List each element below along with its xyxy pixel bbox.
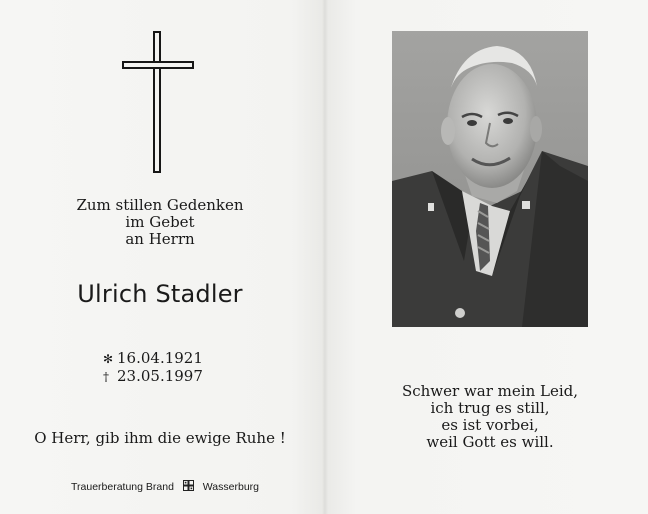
funeral-home-name: Trauerberatung Brand [71,481,174,493]
memorial-intro [60,197,260,248]
death-icon: † [103,370,109,384]
poem-line-2: ich trug es still, [430,399,550,417]
memorial-line-3: an Herrn [125,230,195,248]
birth-icon: ✻ [103,352,114,366]
memorial-line-2: im Gebet [125,213,195,231]
death-date: 23.05.1997 [117,367,203,385]
prayer-text: O Herr, gib ihm die ewige Ruhe ! [34,429,286,447]
poem-line-4: weil Gott es will. [426,433,554,451]
poem [380,383,600,451]
funeral-home-logo-icon [183,480,194,491]
funeral-home-town: Wasserburg [202,481,259,493]
memorial-line-1: Zum stillen Gedenken [76,196,244,214]
card-fold [322,0,328,514]
funeral-home-footer [40,480,290,493]
poem-line-3: es ist vorbei, [441,416,539,434]
life-dates [103,350,203,386]
portrait-photo [392,31,588,327]
birth-row [103,350,203,368]
cross-icon [122,31,194,173]
birth-date: 16.04.1921 [117,349,203,367]
poem-line-1: Schwer war mein Leid, [401,382,579,400]
deceased-name: Ulrich Stadler [77,280,243,308]
death-row [103,368,203,386]
